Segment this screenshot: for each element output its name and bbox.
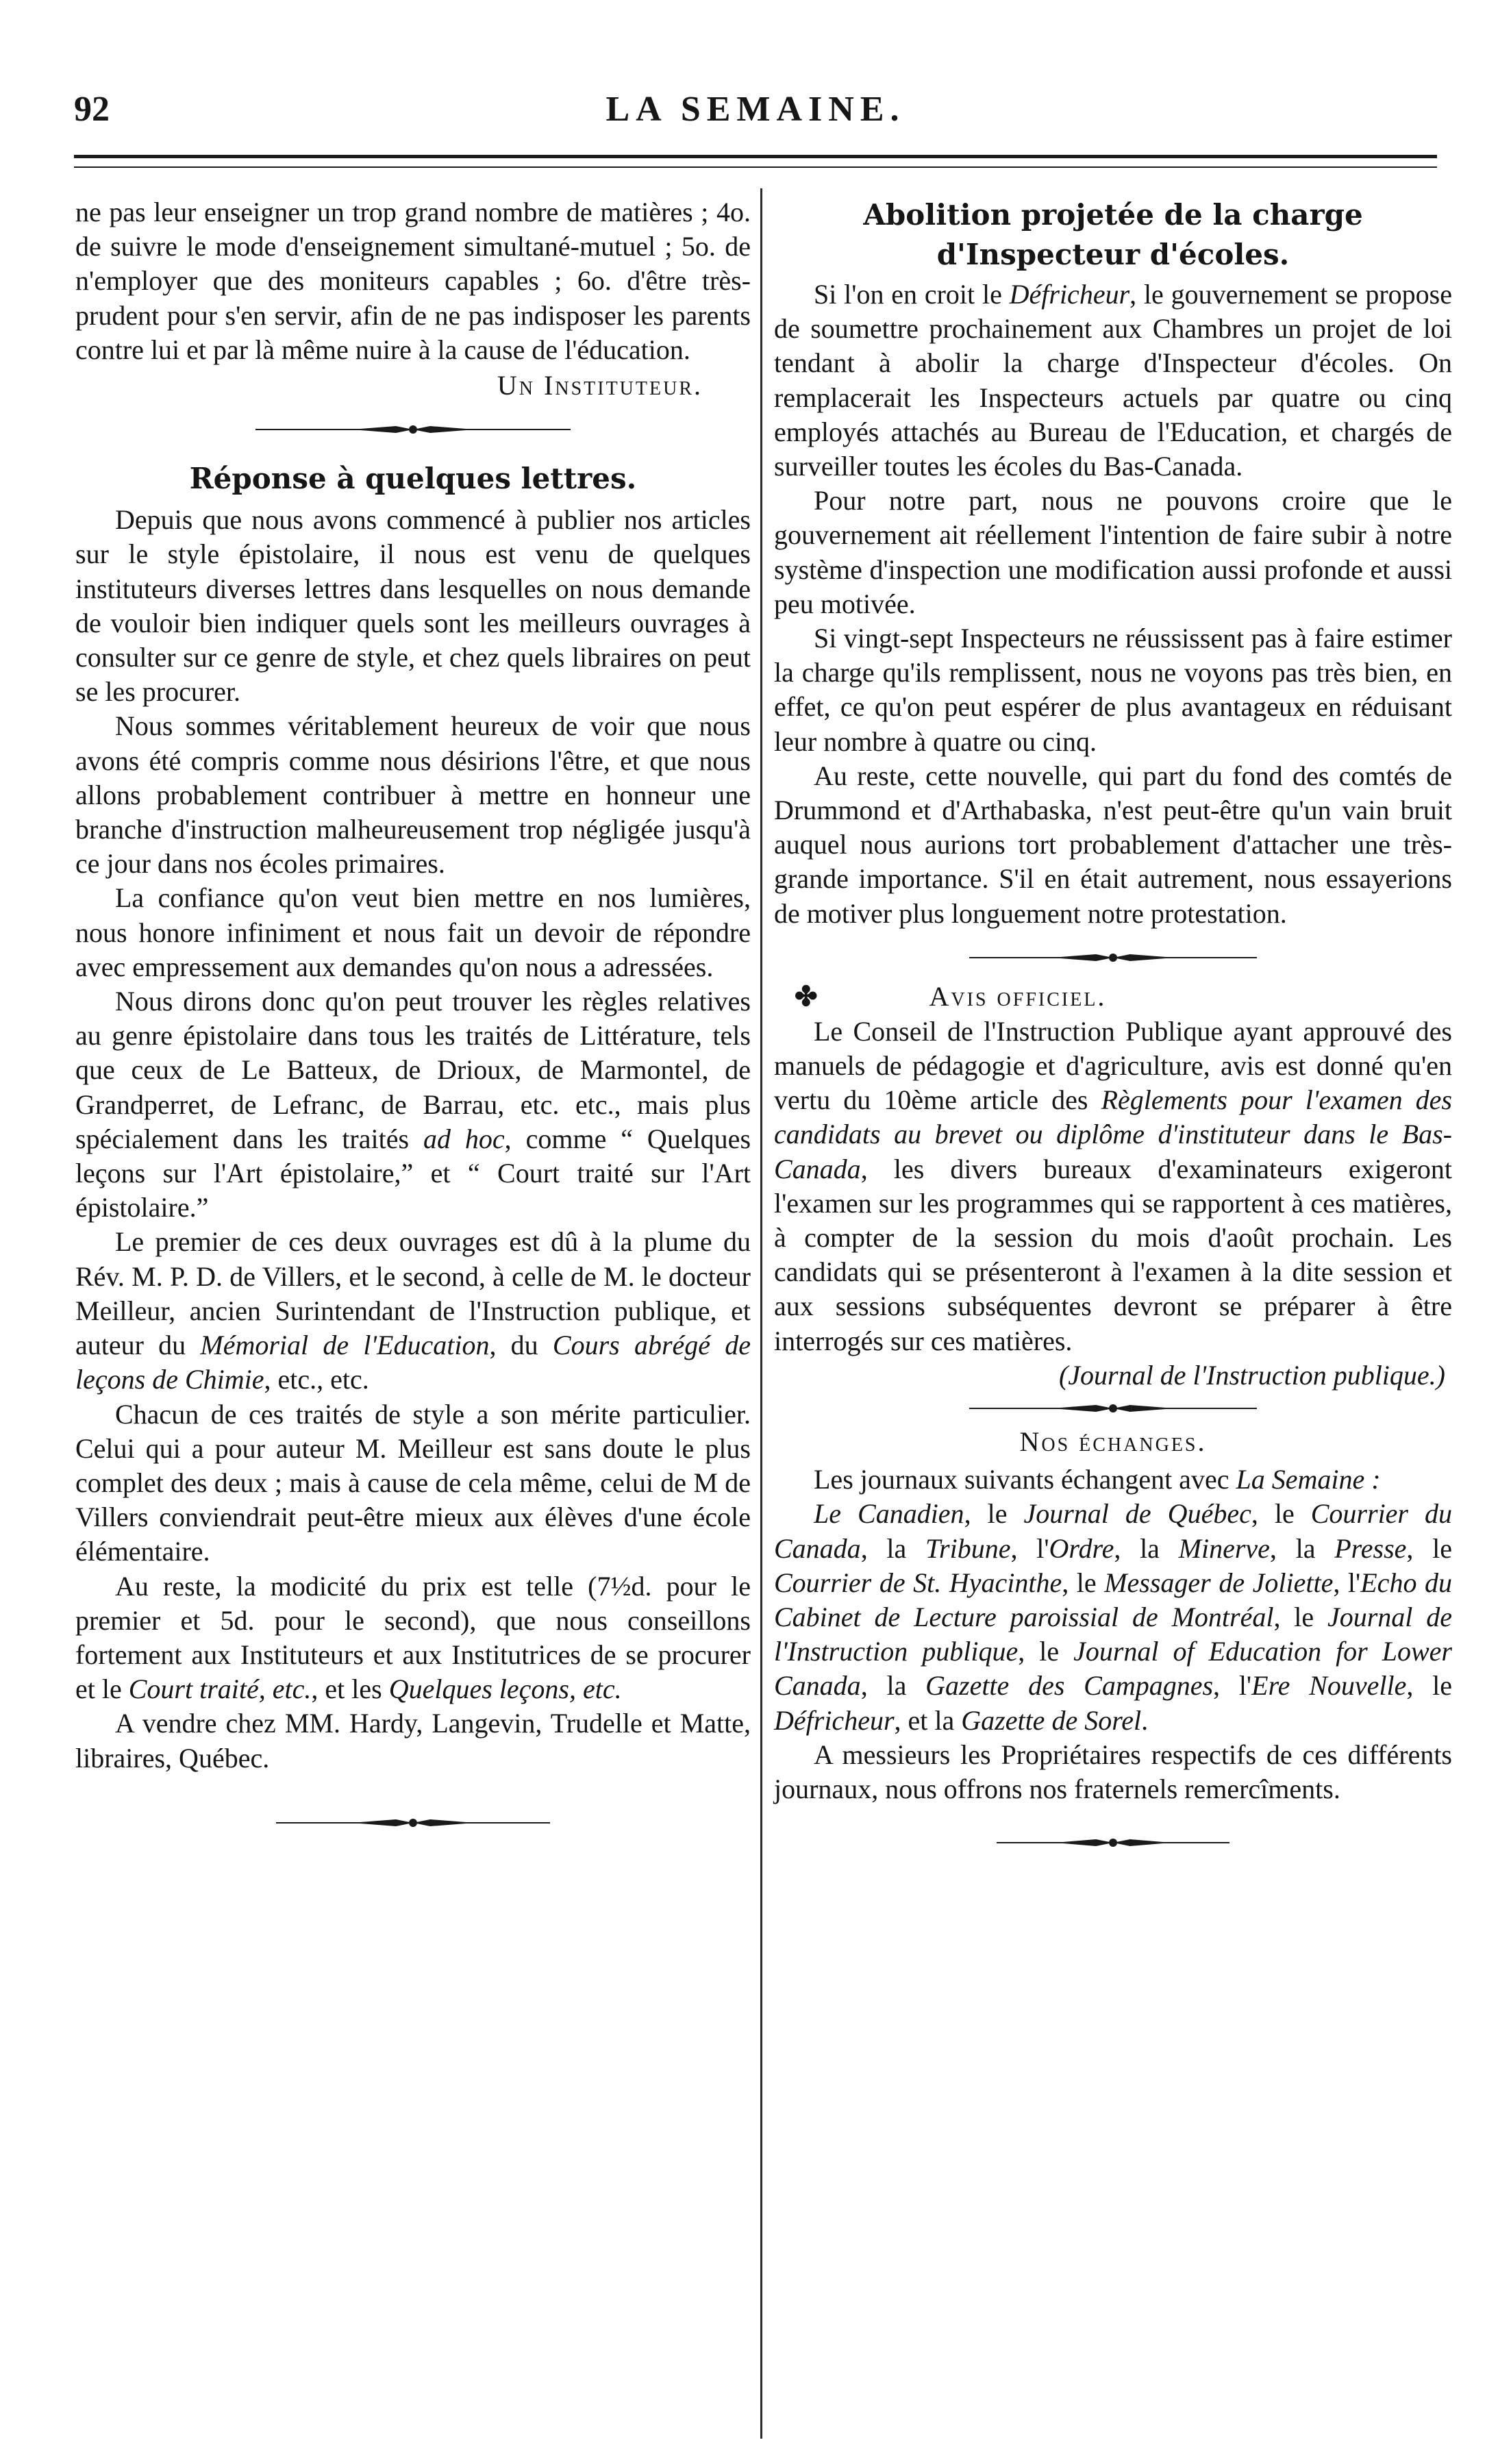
heading-abolition-line2: d'Inspecteur d'écoles.: [936, 238, 1290, 271]
text-run: , le: [1251, 1498, 1311, 1530]
italic-run: Minerve: [1178, 1532, 1270, 1564]
column-divider: [760, 188, 762, 2439]
italic-run: Le Canadien: [814, 1498, 964, 1530]
heading-nos-echanges: Nos échanges.: [1019, 1426, 1207, 1458]
paragraph: Pour notre part, nous ne pouvons croire que le gouvernement ait réellement l'intention de faire subir à notre système d'inspection une modification aussi profonde et aussi peu motivée.: [774, 485, 1452, 619]
text-run: , la: [860, 1532, 925, 1564]
left-column: [75, 195, 751, 1829]
text-run: , le: [1406, 1532, 1452, 1564]
ornament-divider-icon: [269, 1817, 557, 1829]
text-run: , comme “ Quelques leçons sur l'Art épistolaire,” et “ Court traité sur l'Art épistolaire.”: [75, 1123, 751, 1223]
paragraph: Depuis que nous avons commencé à publier nos articles sur le style épistolaire, il nous est venu de quelques instituteurs diverses lettres dans lesquelles on nous demande de vouloir bien indiquer quels sont les meilleurs ouvrages à consulter sur ce genre de style, et chez quels libraires on peut se les procurer.: [75, 504, 751, 708]
paragraph-continued: ne pas leur enseigner un trop grand nombre de matières ; 4o. de suivre le mode d'enseignement simultané-mutuel ; 5o. de n'employer que des moniteurs capables ; 6o. d'être très-prudent pour s'en servir, afin de ne pas indisposer les parents contre lui et par là même nuire à la cause de l'éducation.: [75, 197, 751, 365]
paragraph: A messieurs les Propriétaires respectifs de ces différents journaux, nous offrons nos fraternels remercîments.: [774, 1739, 1452, 1804]
ornament-divider-icon: [990, 1837, 1236, 1849]
italic-run: Tribune: [925, 1532, 1011, 1564]
journal-title: LA SEMAINE.: [605, 90, 906, 129]
italic-run: Presse: [1334, 1532, 1407, 1564]
paragraph: La confiance qu'on veut bien mettre en nos lumières, nous honore infiniment et nous fait un devoir de répondre avec empressement aux demandes qu'on nous a adressées.: [75, 882, 751, 982]
section-ornament: [774, 951, 1452, 964]
ornament-divider-icon: [962, 951, 1264, 964]
author-signature: Un Instituteur.: [497, 370, 703, 401]
right-column: [774, 195, 1452, 1849]
paragraph: [774, 1015, 1452, 1358]
text-run: , du: [489, 1330, 553, 1361]
text-run: , la: [1269, 1532, 1335, 1564]
paragraph: [75, 1569, 751, 1707]
text-run: , etc., etc.: [264, 1364, 369, 1395]
paragraph: Si vingt-sept Inspecteurs ne réussissent pas à faire estimer la charge qu'ils remplissent, nous ne voyons pas très bien, en effet, ce qu'on peut espérer de plus avantageux en réduisant leur nombre à quatre ou cinq.: [774, 623, 1452, 757]
paragraph: Chacun de ces traités de style a son mérite particulier. Celui qui a pour auteur M. Meilleur est sans doute le plus complet des deux ; mais à cause de cela même, celui de M de Villers conviendrait peut-être mieux aux élèves d'une école élémentaire.: [75, 1398, 751, 1567]
text-run: Le premier de ces deux ouvrages est dû à la plume du Rév. M. P. D. de Villers, et le second, à celle de M. le docteur Meilleur, ancien Surintendant de l'Instruction publique, et auteur du: [75, 1226, 751, 1361]
text-run: , le gouvernement se propose de soumettre prochainement aux Chambres un projet de loi tendant à abolir la charge d'Inspecteur d'écoles. On remplacerait les Inspecteurs actuels par quatre ou cinq employés attachés au Bureau de l'Education, et chargés de surveiller toutes les écoles du Bas-Canada.: [774, 279, 1452, 482]
paragraph: [75, 1225, 751, 1397]
text-run: , et la: [894, 1704, 962, 1736]
paragraph: [774, 277, 1452, 484]
italic-run: Cours abrégé de leçons de Chimie: [75, 1330, 751, 1395]
paragraph-exchange-list: [774, 1497, 1452, 1737]
heading-avis-officiel: [774, 979, 1452, 1015]
italic-run: Court traité, etc.: [128, 1673, 312, 1705]
ornament-divider-icon: [962, 1402, 1264, 1415]
italic-run: Règlements pour l'examen des candidats au brevet ou diplôme d'instituteur dans le Bas-Canada: [774, 1084, 1452, 1184]
paragraph: [774, 1463, 1452, 1497]
text-run: , les divers bureaux d'examinateurs exigeront l'examen sur les programmes qui se rapportent à ces matières, à compter de la session du mois d'août prochain. Les candidats qui se présenteront à l'examen à la dite session et aux sessions subséquentes devront se préparer à être interrogés sur ces matières.: [774, 1153, 1452, 1356]
text-run: , le: [1273, 1601, 1327, 1632]
page-number: 92: [74, 90, 110, 129]
paragraph: Au reste, cette nouvelle, qui part du fond des comtés de Drummond et d'Arthabaska, n'est peut-être qu'un vain bruit auquel nous aurions tort probablement d'attacher une très-grande importance. S'il en était autrement, nous essayerions de motiver plus longuement notre protestation.: [774, 760, 1452, 929]
text-run: , l': [1333, 1567, 1361, 1598]
text-run: .: [1141, 1704, 1149, 1736]
paragraph: A vendre chez MM. Hardy, Langevin, Trudelle et Matte, libraires, Québec.: [75, 1708, 751, 1774]
text-run: Au reste, la modicité du prix est telle (7½d. pour le premier et 5d. pour le second), que nous conseillons fortement aux Instituteurs et aux Institutrices de se procurer et le: [75, 1570, 751, 1705]
italic-run: Echo du Cabinet de Lecture paroissial de Montréal: [774, 1567, 1453, 1632]
text-run: , la: [1114, 1532, 1179, 1564]
heading-reponse: Réponse à quelques lettres.: [189, 462, 637, 496]
source-credit: (Journal de l'Instruction publique.): [1058, 1359, 1445, 1391]
italic-run: ad hoc: [423, 1123, 505, 1154]
italic-run: Journal de Québec: [1023, 1498, 1251, 1530]
text-run: , le: [1018, 1636, 1074, 1667]
text-run: , l': [1010, 1532, 1049, 1564]
italic-run: Ordre: [1049, 1532, 1114, 1564]
italic-run: Défricheur: [1009, 279, 1130, 310]
section-ornament: [774, 1402, 1452, 1415]
text-run: , l': [1213, 1670, 1252, 1702]
text-run: Nous dirons donc qu'on peut trouver les règles relatives au genre épistolaire dans tous les traités de Littérature, tels que ceux de Le Batteux, de Drioux, de Marmontel, de Grandperret, de Lefranc, de Barrau, etc. etc., mais plus spécialement dans les traités: [75, 986, 751, 1154]
italic-run: Journal de l'Instruction publique: [774, 1601, 1453, 1667]
end-ornament: [75, 1817, 751, 1829]
header-rule-thick: [74, 155, 1437, 158]
italic-run: Gazette des Campagnes: [925, 1670, 1214, 1702]
italic-run: Mémorial de l'Education: [200, 1330, 490, 1361]
text-run: , et les: [311, 1673, 389, 1705]
header-rule-thin: [74, 166, 1437, 168]
heading-text: Avis officiel.: [929, 980, 1107, 1012]
paragraph: Nous sommes véritablement heureux de voir que nous avons été compris comme nous désirions l'être, et que nous allons probablement contribuer à mettre en honneur une branche d'instruction malheureusement trop négligée jusqu'à ce jour dans nos écoles primaires.: [75, 710, 751, 880]
section-ornament: [75, 423, 751, 436]
text-run: Le Conseil de l'Instruction Publique ayant approuvé des manuels de pédagogie et d'agriculture, avis est donné qu'en vertu du 10ème article des: [774, 1015, 1452, 1116]
text-run: Si l'on en croit le: [814, 279, 1010, 310]
italic-run: Courrier du Canada: [774, 1498, 1453, 1564]
italic-run: Ere Nouvelle: [1251, 1670, 1407, 1702]
text-run: Les journaux suivants échangent avec: [814, 1464, 1236, 1495]
pointing-mark-icon: ✤: [795, 980, 820, 1012]
text-run: , la: [860, 1670, 926, 1702]
ornament-divider-icon: [249, 423, 577, 436]
italic-run: Quelques leçons, etc.: [388, 1673, 622, 1705]
heading-abolition-line1: Abolition projetée de la charge: [863, 198, 1363, 232]
text-run: , le: [964, 1498, 1024, 1530]
italic-run: Gazette de Sorel: [961, 1704, 1142, 1736]
page-header: [74, 88, 1437, 142]
italic-run: Journal of Education for Lower Canada: [774, 1636, 1452, 1702]
italic-run: La Semaine :: [1236, 1464, 1381, 1495]
italic-run: Défricheur: [774, 1704, 895, 1736]
end-ornament: [774, 1837, 1452, 1849]
paragraph: [75, 984, 751, 1225]
text-run: , le: [1406, 1670, 1452, 1702]
text-run: , le: [1062, 1567, 1105, 1598]
italic-run: Courrier de St. Hyacinthe: [774, 1567, 1062, 1598]
italic-run: Messager de Joliette: [1104, 1567, 1334, 1598]
